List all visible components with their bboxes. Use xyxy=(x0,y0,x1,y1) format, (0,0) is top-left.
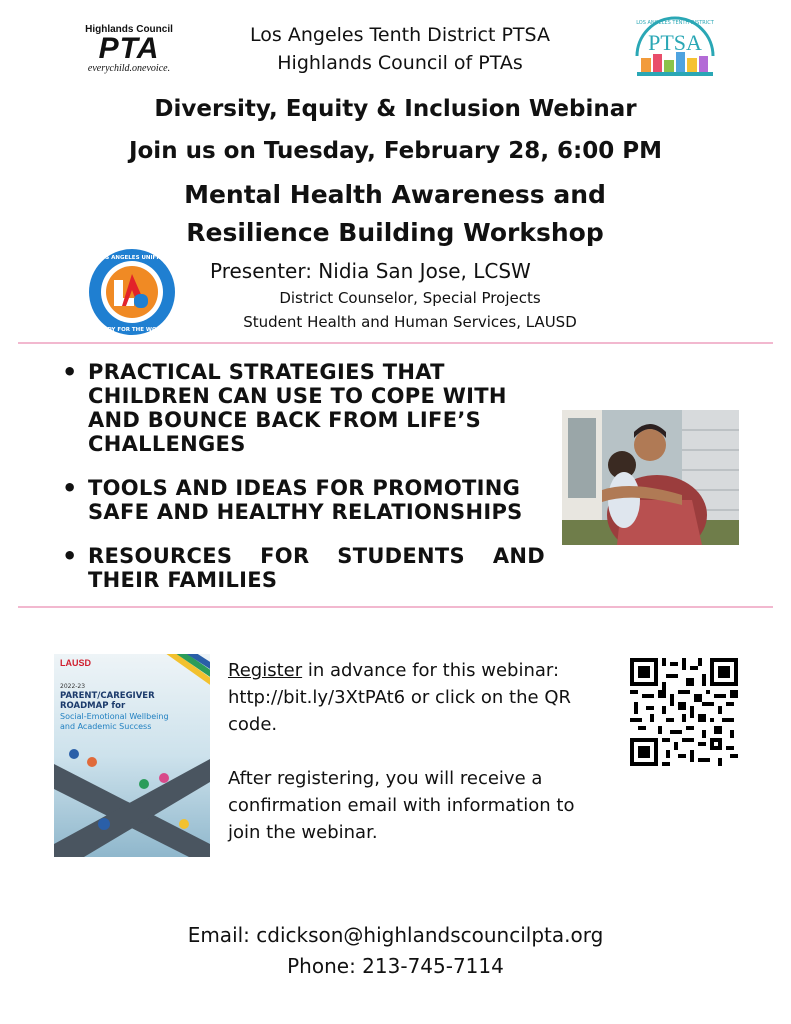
register-url-line[interactable]: http://bit.ly/3XtPAt6 or click on the QR xyxy=(228,687,571,708)
roadmap-cover-image xyxy=(54,654,210,857)
after-register-2: confirmation email with information to xyxy=(228,795,575,816)
register-line-1 xyxy=(228,657,613,684)
after-register-1: After registering, you will receive a xyxy=(228,768,543,789)
cover-title-1: PARENT/CAREGIVER xyxy=(60,691,155,701)
pta-logo-council: Highlands Council xyxy=(85,24,173,35)
event-datetime: Join us on Tuesday, February 28, 6:00 PM xyxy=(128,138,663,164)
father-child-photo xyxy=(562,410,739,545)
ptsa-logo-mark: PTSA xyxy=(648,30,702,55)
presenter-role-2: Student Health and Human Services, LAUSD xyxy=(243,313,577,331)
ptsa-logo-ring-text: LOS ANGELES TENTH DISTRICT xyxy=(636,20,714,26)
cover-title-2: ROADMAP for xyxy=(60,701,126,711)
divider-bottom xyxy=(18,606,773,608)
register-line-3: code. xyxy=(228,714,278,735)
topic-item: • TOOLS AND IDEAS FOR PROMOTING SAFE AND HEALTHY RELATIONSHIPS xyxy=(60,476,545,524)
cover-title-4: and Academic Success xyxy=(60,722,152,731)
pta-logo xyxy=(70,24,188,82)
org-line-2: Highlands Council of PTAs xyxy=(277,52,523,74)
qr-code[interactable] xyxy=(630,658,738,766)
presenter-role-1: District Counselor, Special Projects xyxy=(279,289,541,307)
register-link[interactable]: Register xyxy=(228,660,303,681)
cover-year: 2022-23 xyxy=(60,683,86,690)
contact-phone: Phone: 213-745-7114 xyxy=(287,954,504,978)
org-line-1: Los Angeles Tenth District PTSA xyxy=(250,24,550,46)
pta-logo-tagline: everychild.onevoice. xyxy=(87,63,171,74)
seal-bottom-text: READY FOR THE WORLD xyxy=(95,327,169,333)
presenter: Presenter: Nidia San Jose, LCSW xyxy=(210,259,531,283)
workshop-title-line2: Resilience Building Workshop xyxy=(186,218,604,247)
topic-item: • RESOURCES FOR STUDENTS AND THEIR FAMILIES xyxy=(60,544,545,592)
cover-brand: LAUSD xyxy=(60,658,91,668)
cover-title-3: Social-Emotional Wellbeing xyxy=(60,712,169,721)
ptsa-logo xyxy=(627,14,723,84)
topic-item: • PRACTICAL STRATEGIES THAT CHILDREN CAN USE TO COPE WITH AND BOUNCE BACK FROM LIFE’S CHALLENGES xyxy=(60,360,545,456)
seal-top-text: LOS ANGELES UNIFIED xyxy=(97,255,167,261)
register-line-1-rest: in advance for this webinar: xyxy=(302,660,560,681)
topics-list xyxy=(60,360,545,592)
workshop-title-line1: Mental Health Awareness and xyxy=(184,180,606,209)
after-register-3: join the webinar. xyxy=(228,822,378,843)
webinar-series: Diversity, Equity & Inclusion Webinar xyxy=(154,96,637,122)
pta-logo-mark: PTA xyxy=(98,32,160,65)
contact-email[interactable]: Email: cdickson@highlandscouncilpta.org xyxy=(187,923,604,947)
lausd-seal xyxy=(88,248,176,336)
divider-top xyxy=(18,342,773,344)
